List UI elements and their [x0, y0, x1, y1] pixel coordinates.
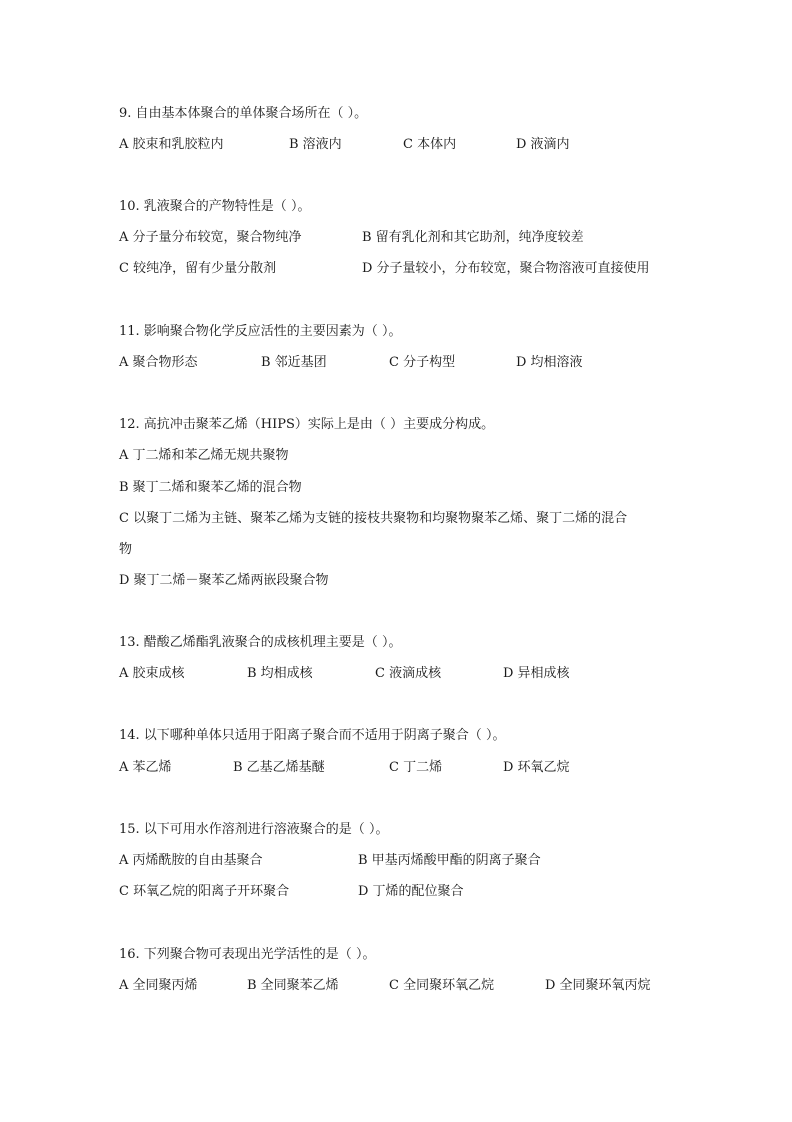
- question-9-stem: 9. 自由基本体聚合的单体聚合场所在（ ）。: [119, 106, 368, 121]
- question-14-option-c: C 丁二烯: [389, 760, 443, 775]
- question-16-option-d: D 全同聚环氧丙烷: [545, 978, 651, 993]
- question-14-option-b: B 乙基乙烯基醚: [233, 760, 325, 775]
- question-13-option-c: C 液滴成核: [375, 666, 442, 681]
- question-12-stem: 12. 高抗冲击聚苯乙烯（HIPS）实际上是由（ ）主要成分构成。: [119, 417, 495, 432]
- question-10-option-d: D 分子量较小，分布较宽，聚合物溶液可直接使用: [362, 261, 650, 276]
- question-10-stem: 10. 乳液聚合的产物特性是（ ）。: [119, 199, 311, 214]
- question-10-option-c: C 较纯净，留有少量分散剂: [119, 261, 277, 276]
- question-14-option-a: A 苯乙烯: [119, 760, 172, 775]
- question-16-option-a: A 全同聚丙烯: [119, 978, 198, 993]
- question-11-option-d: D 均相溶液: [516, 355, 583, 370]
- question-9-option-b: B 溶液内: [289, 137, 342, 152]
- question-9-option-a: A 胶束和乳胶粒内: [119, 137, 224, 152]
- question-12-option-c-continued: 物: [119, 542, 133, 557]
- question-15-option-d: D 丁烯的配位聚合: [358, 884, 464, 899]
- question-10-option-a: A 分子量分布较宽，聚合物纯净: [119, 230, 302, 245]
- question-15-option-c: C 环氧乙烷的阳离子开环聚合: [119, 884, 290, 899]
- question-11-option-b: B 邻近基团: [261, 355, 327, 370]
- question-12-option-d: D 聚丁二烯－聚苯乙烯两嵌段聚合物: [119, 573, 329, 588]
- question-11-stem: 11. 影响聚合物化学反应活性的主要因素为（ ）。: [119, 324, 402, 339]
- question-12-option-a: A 丁二烯和苯乙烯无规共聚物: [119, 448, 289, 463]
- question-12-option-b: B 聚丁二烯和聚苯乙烯的混合物: [119, 480, 302, 495]
- question-15-stem: 15. 以下可用水作溶剂进行溶液聚合的是（ ）。: [119, 822, 389, 837]
- question-15-option-b: B 甲基丙烯酸甲酯的阴离子聚合: [358, 853, 541, 868]
- question-13-option-b: B 均相成核: [247, 666, 313, 681]
- question-10-option-b: B 留有乳化剂和其它助剂，纯净度较差: [362, 230, 584, 245]
- question-9-option-d: D 液滴内: [516, 137, 570, 152]
- question-16-option-b: B 全同聚苯乙烯: [247, 978, 339, 993]
- question-13-option-d: D 异相成核: [503, 666, 570, 681]
- question-11-option-c: C 分子构型: [389, 355, 456, 370]
- question-16-option-c: C 全同聚环氧乙烷: [389, 978, 495, 993]
- question-13-stem: 13. 醋酸乙烯酯乳液聚合的成核机理主要是（ ）。: [119, 635, 402, 650]
- question-13-option-a: A 胶束成核: [119, 666, 185, 681]
- question-9-option-c: C 本体内: [403, 137, 457, 152]
- question-14-option-d: D 环氧乙烷: [503, 760, 570, 775]
- question-14-stem: 14. 以下哪种单体只适用于阳离子聚合而不适用于阴离子聚合（ ）。: [119, 728, 506, 743]
- question-12-option-c: C 以聚丁二烯为主链、聚苯乙烯为支链的接枝共聚物和均聚物聚苯乙烯、聚丁二烯的混合: [119, 511, 628, 526]
- question-15-option-a: A 丙烯酰胺的自由基聚合: [119, 853, 263, 868]
- question-11-option-a: A 聚合物形态: [119, 355, 198, 370]
- question-16-stem: 16. 下列聚合物可表现出光学活性的是（ ）。: [119, 947, 376, 962]
